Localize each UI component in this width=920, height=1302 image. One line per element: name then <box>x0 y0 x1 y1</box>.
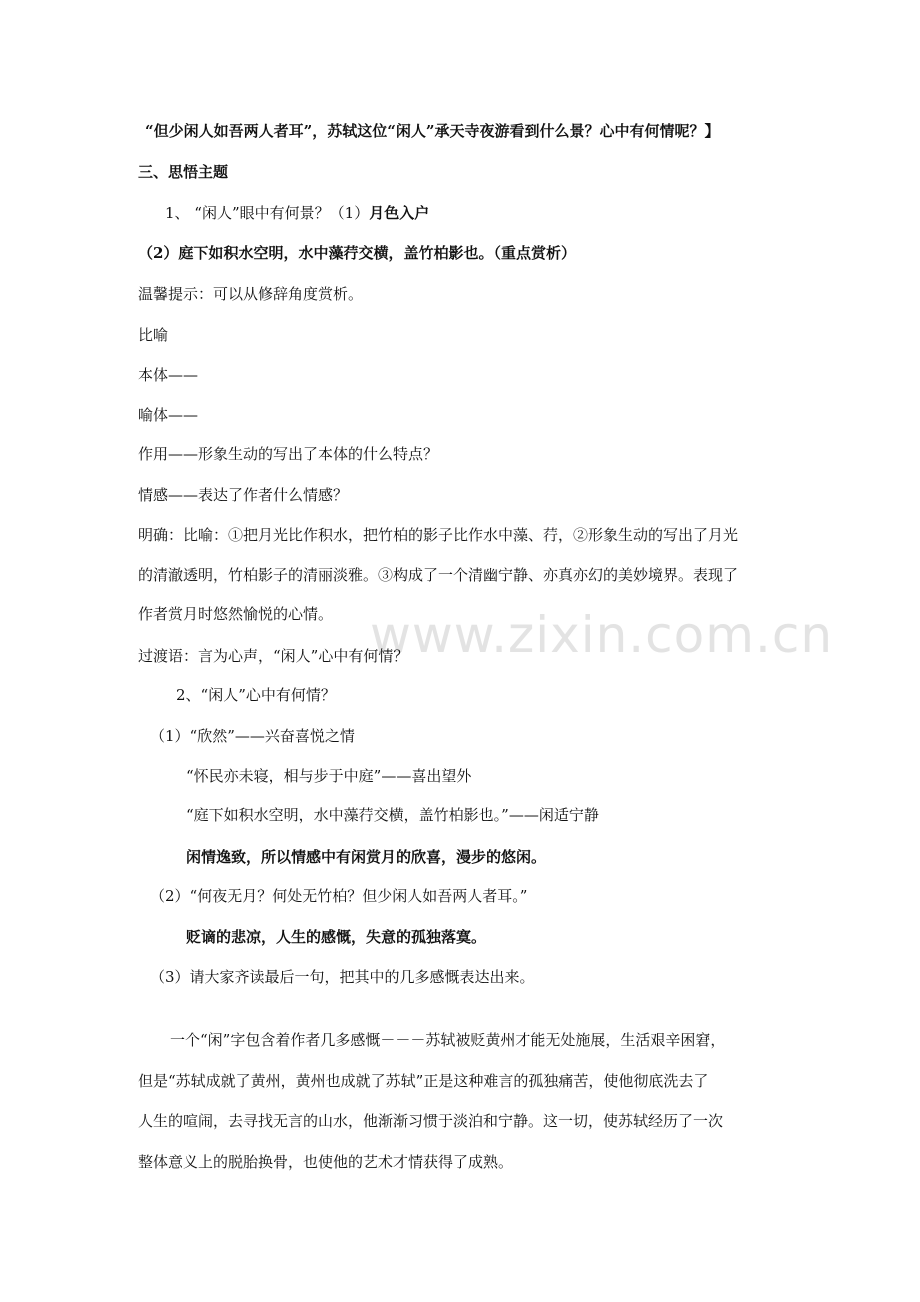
section-heading: 三、思悟主题 <box>138 163 229 181</box>
summary-1-a: 闲情逸致，所以情感中 <box>186 848 337 866</box>
watermark-text: www.zixin.com.cn <box>370 606 834 664</box>
point-2: （2）“何夜无月？何处无竹柏？但少闲人如吾两人者耳。” <box>150 887 528 905</box>
closing-line-1: 一个“闲”字包含着作者几多感慨－－－苏轼被贬黄州才能无处施展，生活艰辛困窘， <box>170 1031 726 1049</box>
quote-2: “庭下如积水空明，水中藻荇交横，盖竹柏影也。”——闲适宁静 <box>186 806 599 824</box>
tenor-label: 本体—— <box>138 366 199 384</box>
transition: 过渡语：言为心声，“闲人”心中有何情？ <box>138 647 409 665</box>
question-2: 2、“闲人”心中有何情？ <box>176 686 336 704</box>
closing-line-2: 但是“苏轼成就了黄州，黄州也成就了苏轼”正是这种难言的孤独痛苦，使他彻底洗去了 <box>138 1072 709 1090</box>
summary-2: 贬谪的悲凉，人生的感慨，失意的孤独落寞。 <box>186 928 487 946</box>
summary-1 <box>186 847 546 867</box>
metaphor-label: 比喻 <box>138 326 169 344</box>
effect-label: 作用——形象生动的写出了本体的什么特点？ <box>138 445 439 463</box>
question-1-answer: 月色入户 <box>369 204 430 222</box>
vehicle-label: 喻体—— <box>138 406 199 424</box>
summary-1-b: 有闲赏月的欣喜，漫步的悠闲。 <box>336 848 547 866</box>
clarification-line-3: 作者赏月时悠然愉悦的心情。 <box>138 605 334 623</box>
point-1: （1）“欣然”——兴奋喜悦之情 <box>150 727 355 745</box>
closing-line-4: 整体意义上的脱胎换骨，也使他的艺术才情获得了成熟。 <box>138 1153 514 1171</box>
closing-line-3: 人生的喧闹，去寻找无言的山水，他渐渐习惯于淡泊和宁静。这一切，使苏轼经历了一次 <box>138 1112 724 1130</box>
intro-question: “但少闲人如吾两人者耳”，苏轼这位“闲人”承天寺夜游看到什么景？心中有何情呢？】 <box>145 122 720 140</box>
question-1 <box>165 203 429 223</box>
quote-1: “怀民亦未寝，相与步于中庭”——喜出望外 <box>186 767 472 785</box>
clarification-line-2: 的清澈透明，竹柏影子的清丽淡雅。③构成了一个清幽宁静、亦真亦幻的美妙境界。表现了 <box>138 566 739 584</box>
question-1-text: 1、 “闲人”眼中有何景？（1） <box>165 204 370 222</box>
emotion-label: 情感——表达了作者什么情感？ <box>138 486 349 504</box>
point-3: （3）请大家齐读最后一句，把其中的几多感慨表达出来。 <box>150 968 535 986</box>
answer-2: （2）庭下如积水空明，水中藻荇交横，盖竹柏影也。（重点赏析） <box>138 244 576 262</box>
tip: 温馨提示：可以从修辞角度赏析。 <box>138 285 364 303</box>
clarification-line-1: 明确：比喻：①把月光比作积水，把竹柏的影子比作水中藻、荇，②形象生动的写出了月光 <box>138 526 739 544</box>
